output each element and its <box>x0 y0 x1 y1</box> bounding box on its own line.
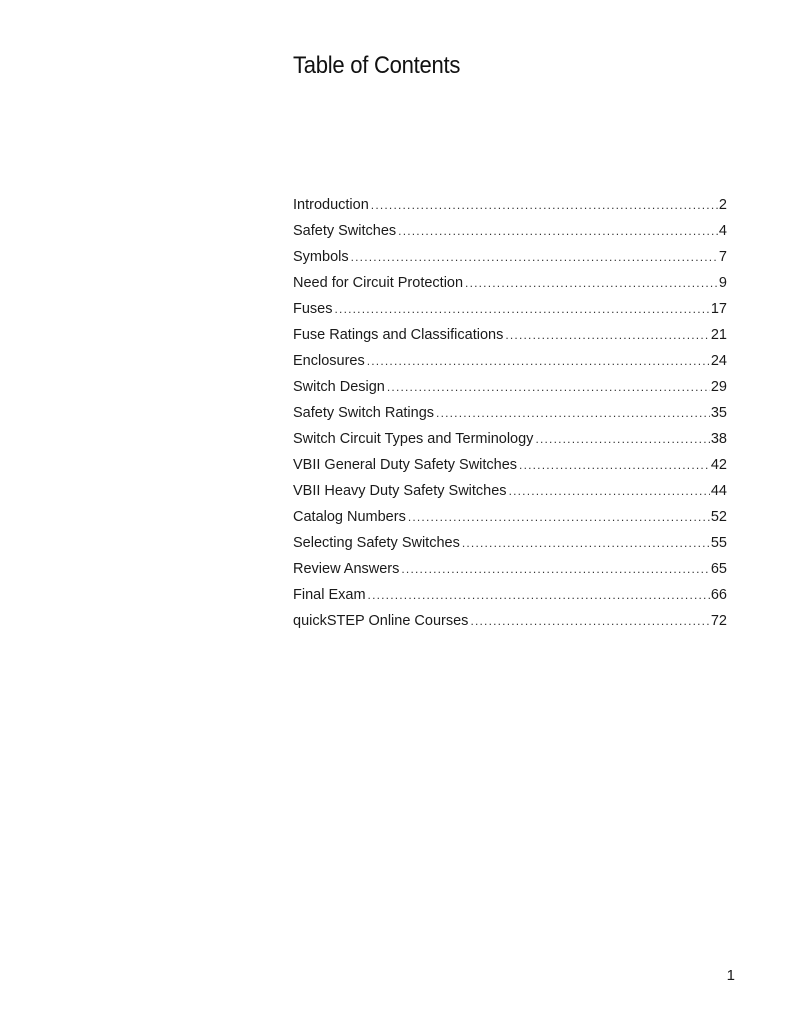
toc-entry-page: 4 <box>718 223 727 239</box>
toc-dot-leader <box>509 478 710 504</box>
toc-entry[interactable] <box>293 452 727 478</box>
toc-entry-label: Switch Design <box>293 379 385 395</box>
toc-dot-leader <box>351 244 718 270</box>
toc-entry-label: VBII Heavy Duty Safety Switches <box>293 483 507 499</box>
toc-dot-leader <box>335 296 710 322</box>
toc-entry[interactable] <box>293 530 727 556</box>
toc-dot-leader <box>368 582 710 608</box>
toc-entry-label: Fuse Ratings and Classifications <box>293 327 504 343</box>
toc-entry[interactable] <box>293 218 727 244</box>
toc-entry[interactable] <box>293 192 727 218</box>
toc-entry-label: Selecting Safety Switches <box>293 535 460 551</box>
toc-entry-page: 42 <box>710 457 727 473</box>
toc-dot-leader <box>470 608 709 634</box>
toc-entry[interactable] <box>293 348 727 374</box>
toc-entry-page: 66 <box>710 587 727 603</box>
toc-entry[interactable] <box>293 296 727 322</box>
table-of-contents <box>293 192 727 634</box>
toc-entry-label: Need for Circuit Protection <box>293 275 464 291</box>
toc-entry-label: Fuses <box>293 301 333 317</box>
toc-entry-label: Final Exam <box>293 587 366 603</box>
toc-dot-leader <box>462 530 710 556</box>
toc-entry-label: Catalog Numbers <box>293 509 406 525</box>
toc-entry-label: VBII General Duty Safety Switches <box>293 457 518 473</box>
toc-entry-label: Review Answers <box>293 561 400 577</box>
toc-entry[interactable] <box>293 478 727 504</box>
toc-dot-leader <box>519 452 710 478</box>
toc-entry-page: 29 <box>710 379 727 395</box>
toc-entry-page: 35 <box>710 405 727 421</box>
toc-entry-page: 21 <box>710 327 727 343</box>
toc-dot-leader <box>371 192 718 218</box>
toc-entry[interactable] <box>293 608 727 634</box>
toc-entry-page: 17 <box>710 301 727 317</box>
page-title: Table of Contents <box>293 52 461 79</box>
toc-dot-leader <box>535 426 709 452</box>
toc-entry[interactable] <box>293 556 727 582</box>
toc-entry-label: quickSTEP Online Courses <box>293 613 469 629</box>
toc-entry[interactable] <box>293 270 727 296</box>
toc-dot-leader <box>387 374 710 400</box>
toc-entry[interactable] <box>293 400 727 426</box>
toc-entry-label: Safety Switch Ratings <box>293 405 435 421</box>
toc-entry-label: Enclosures <box>293 353 365 369</box>
toc-entry-page: 72 <box>710 613 727 629</box>
toc-entry-page: 52 <box>710 509 727 525</box>
toc-dot-leader <box>465 270 718 296</box>
toc-dot-leader <box>398 218 718 244</box>
page-number: 1 <box>726 967 735 984</box>
toc-entry-page: 24 <box>710 353 727 369</box>
toc-entry[interactable] <box>293 322 727 348</box>
toc-entry-page: 55 <box>710 535 727 551</box>
toc-entry[interactable] <box>293 426 727 452</box>
toc-dot-leader <box>505 322 710 348</box>
toc-entry-label: Switch Circuit Types and Terminology <box>293 431 534 447</box>
toc-dot-leader <box>401 556 709 582</box>
toc-entry-page: 2 <box>718 197 727 213</box>
toc-entry-page: 44 <box>710 483 727 499</box>
toc-entry-page: 7 <box>718 249 727 265</box>
toc-entry-label: Introduction <box>293 197 369 213</box>
toc-entry[interactable] <box>293 374 727 400</box>
toc-entry[interactable] <box>293 244 727 270</box>
toc-entry[interactable] <box>293 582 727 608</box>
toc-dot-leader <box>408 504 710 530</box>
toc-entry-page: 65 <box>710 561 727 577</box>
toc-entry-label: Symbols <box>293 249 349 265</box>
toc-entry-page: 9 <box>718 275 727 291</box>
toc-dot-leader <box>436 400 710 426</box>
toc-entry-page: 38 <box>710 431 727 447</box>
toc-dot-leader <box>367 348 710 374</box>
toc-entry[interactable] <box>293 504 727 530</box>
toc-entry-label: Safety Switches <box>293 223 397 239</box>
